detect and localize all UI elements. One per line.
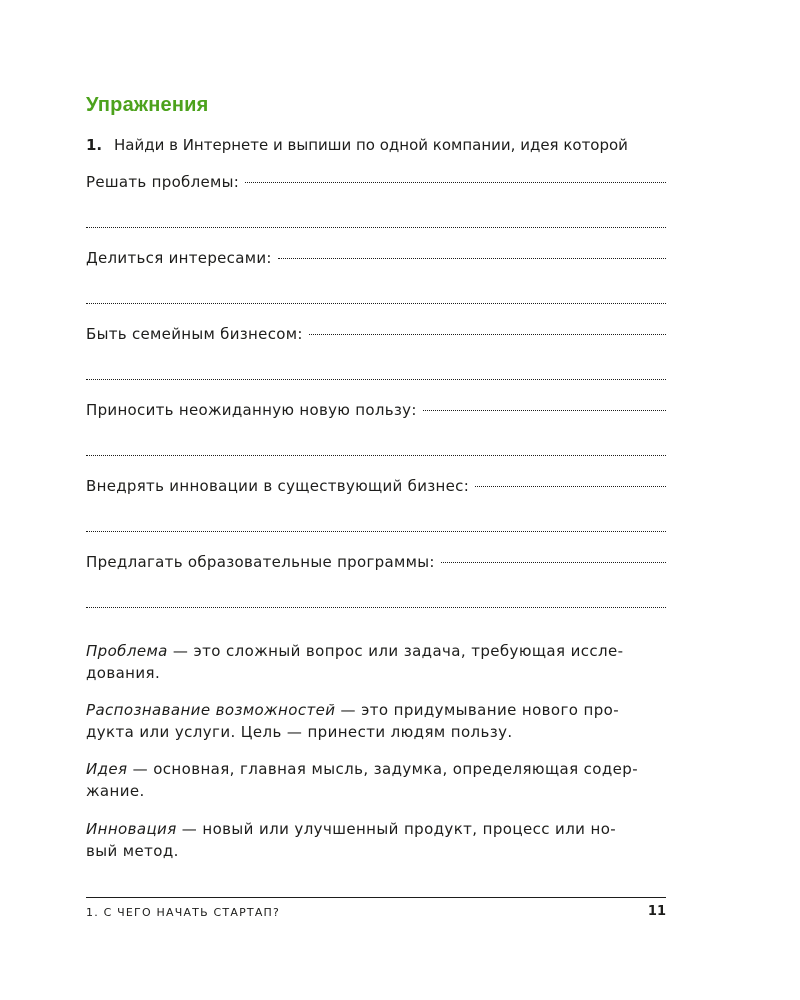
footer-divider bbox=[86, 897, 666, 898]
answer-line[interactable] bbox=[309, 334, 666, 335]
page-number: 11 bbox=[647, 904, 666, 919]
task-text: Найди в Интернете и выпиши по одной компании, идея которой bbox=[114, 136, 628, 154]
answer-line-continuation[interactable] bbox=[86, 531, 666, 532]
definition-opportunity-recognition: Распознавание возможностей — это придумывание нового про- дукта или услуги. Цель — принести людям пользу. bbox=[86, 701, 620, 741]
fill-item-label: Делиться интересами: bbox=[86, 249, 272, 267]
fill-item-label: Решать проблемы: bbox=[86, 173, 240, 191]
answer-line[interactable] bbox=[475, 486, 666, 487]
section-heading: Упражнения bbox=[86, 94, 209, 116]
footer-chapter-title: 1. С ЧЕГО НАЧАТЬ СТАРТАП? bbox=[86, 906, 281, 919]
fill-item-5 bbox=[86, 477, 666, 499]
definition-term: Проблема bbox=[86, 642, 168, 660]
fill-item-label: Предлагать образовательные программы: bbox=[86, 553, 435, 571]
fill-item-1 bbox=[86, 173, 666, 195]
answer-line-continuation[interactable] bbox=[86, 455, 666, 456]
answer-line-continuation[interactable] bbox=[86, 607, 666, 608]
fill-item-label: Приносить неожиданную новую пользу: bbox=[86, 401, 417, 419]
definition-term: Идея bbox=[86, 760, 128, 778]
definition-problem: Проблема — это сложный вопрос или задача, требующая иссле- дования. bbox=[86, 642, 624, 682]
fill-item-3 bbox=[86, 325, 666, 347]
fill-item-4 bbox=[86, 401, 666, 423]
fill-item-2 bbox=[86, 249, 666, 271]
fill-item-6 bbox=[86, 553, 666, 575]
exercise-task bbox=[86, 136, 666, 154]
definition-term: Распознавание возможностей bbox=[86, 701, 336, 719]
answer-line-continuation[interactable] bbox=[86, 379, 666, 380]
answer-line-continuation[interactable] bbox=[86, 303, 666, 304]
answer-line[interactable] bbox=[245, 182, 666, 183]
answer-line-continuation[interactable] bbox=[86, 227, 666, 228]
answer-line[interactable] bbox=[278, 258, 666, 259]
task-number: 1. bbox=[86, 136, 103, 154]
fill-item-label: Внедрять инновации в существующий бизнес: bbox=[86, 477, 470, 495]
answer-line[interactable] bbox=[423, 410, 666, 411]
answer-line[interactable] bbox=[441, 562, 666, 563]
definition-innovation: Инновация — новый или улучшенный продукт, процесс или но- вый метод. bbox=[86, 820, 617, 860]
definition-idea: Идея — основная, главная мысль, задумка, определяющая содер- жание. bbox=[86, 760, 639, 800]
fill-item-label: Быть семейным бизнесом: bbox=[86, 325, 303, 343]
definition-term: Инновация bbox=[86, 820, 177, 838]
